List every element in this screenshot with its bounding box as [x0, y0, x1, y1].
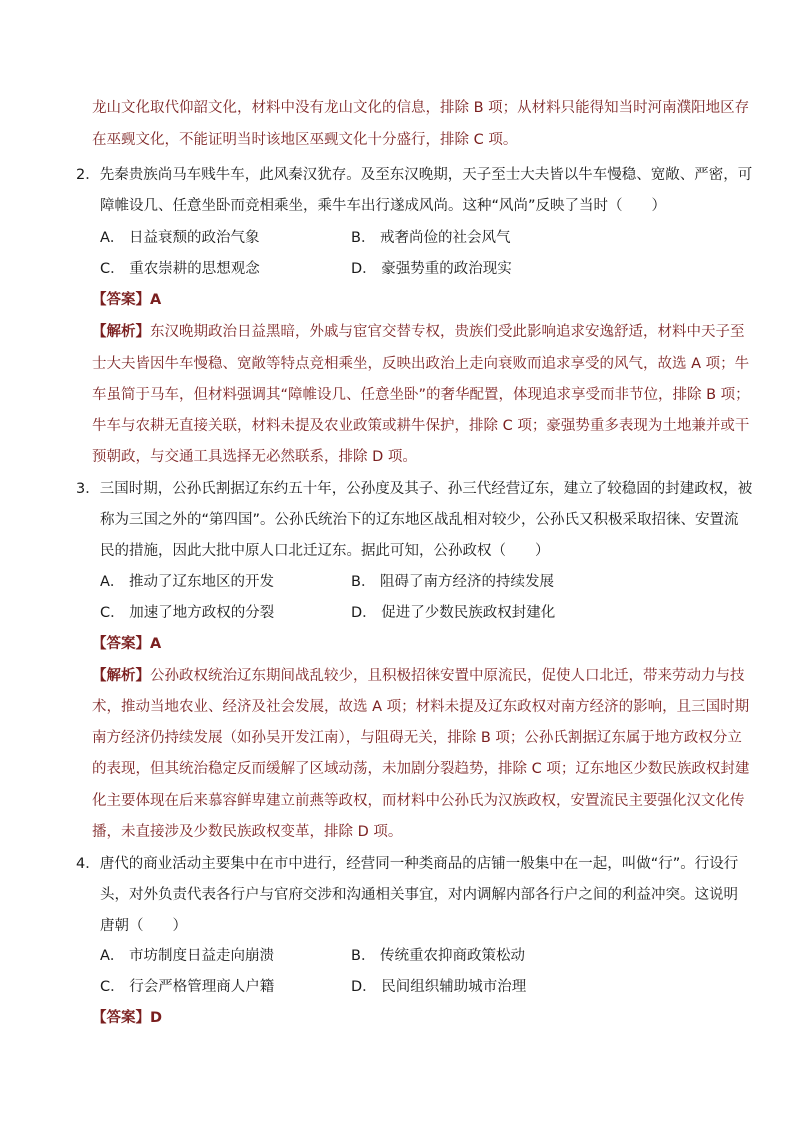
option-a: A． 日益衰颓的政治气象	[100, 230, 260, 246]
option-c: C． 加速了地方政权的分裂	[100, 605, 275, 621]
option-b: B． 阻碍了南方经济的持续发展	[351, 574, 555, 590]
question-3-stem-cont: 民的措施，因此大批中原人口北迁辽东。据此可知，公孙政权（ ）	[100, 543, 550, 559]
option-d: D． 促进了少数民族政权封建化	[351, 605, 556, 621]
explanation-line: 术，推动当地农业、经济及社会发展，故选 A 项；材料未提及辽东政权对南方经济的影响，且三国时期	[92, 699, 750, 715]
question-4-stem-cont: 头，对外负责代表各行户与官府交涉和沟通相关事宜，对内调解内部各行户之间的利益冲突。这说明	[100, 887, 738, 903]
explanation-line: 车虽简于马车，但材料强调其“障帷设几、任意坐卧”的奢华配置，体现追求享受而非节位，排除 B 项；	[92, 387, 750, 403]
explanation-line: 士大夫皆因牛车慢稳、宽敞等特点竞相乘坐，反映出政治上走向衰败而追求享受的风气，故选 A 项；牛	[92, 356, 750, 372]
explanation-line: 牛车与农耕无直接关联，材料未提及农业政策或耕牛保护，排除 C 项；豪强势重多表现为土地兼并或干	[92, 418, 750, 434]
option-c: C． 重农崇耕的思想观念	[100, 261, 260, 277]
option-a: A． 推动了辽东地区的开发	[100, 574, 275, 590]
intro-line: 龙山文化取代仰韶文化，材料中没有龙山文化的信息，排除 B 项；从材料只能得知当时河南濮阳地区存	[92, 100, 750, 116]
answer: 【答案】D	[92, 1010, 163, 1026]
answer: 【答案】A	[92, 292, 162, 308]
option-d: D． 豪强势重的政治现实	[351, 261, 512, 277]
question-number: 3．	[76, 481, 100, 497]
question-number: 2．	[76, 167, 100, 183]
option-a: A． 市坊制度日益走向崩溃	[100, 948, 275, 964]
explanation-line: 预朝政，与交通工具选择无必然联系，排除 D 项。	[92, 449, 417, 465]
question-2-stem-cont: 障帷设几、任意坐卧而竞相乘坐，乘牛车出行遂成风尚。这种“风尚”反映了当时（ ）	[100, 198, 667, 214]
option-d: D． 民间组织辅助城市治理	[351, 979, 527, 995]
explanation-line: 【解析】东汉晚期政治日益黑暗，外戚与宦官交替专权，贵族们受此影响追求安逸舒适，材料中天子至	[92, 324, 745, 340]
question-2-stem: 2．先秦贵族尚马车贱牛车，此风秦汉犹存。及至东汉晚期，天子至士大夫皆以牛车慢稳、宽敞、严密，可	[76, 167, 753, 183]
answer: 【答案】A	[92, 636, 162, 652]
explanation-line: 的表现，但其统治稳定反而缓解了区域动荡，未加剧分裂趋势，排除 C 项；辽东地区少数民族政权封建	[92, 761, 750, 777]
question-3-stem-cont: 称为三国之外的“第四国”。公孙氏统治下的辽东地区战乱相对较少，公孙氏又积极采取招徕、安置流	[100, 512, 739, 528]
question-number: 4．	[76, 856, 100, 872]
question-4-stem-cont: 唐朝（ ）	[100, 918, 187, 934]
explanation-line: 【解析】公孙政权统治辽东期间战乱较少，且积极招徕安置中原流民，促使人口北迁，带来劳动力与技	[92, 668, 745, 684]
question-3-stem: 3．三国时期，公孙氏割据辽东约五十年，公孙度及其子、孙三代经营辽东，建立了较稳固的封建政权，被	[76, 481, 753, 497]
explanation-line: 化主要体现在后来慕容鲜卑建立前燕等政权，而材料中公孙氏为汉族政权，安置流民主要强化汉文化传	[92, 793, 745, 809]
option-b: B． 戒奢尚俭的社会风气	[351, 230, 511, 246]
explanation-line: 南方经济仍持续发展（如孙吴开发江南），与阻碍无关，排除 B 项；公孙氏割据辽东属于地方政权分立	[92, 730, 742, 746]
option-c: C． 行会严格管理商人户籍	[100, 979, 275, 995]
option-b: B． 传统重农抑商政策松动	[351, 948, 526, 964]
explanation-line: 播，未直接涉及少数民族政权变革，排除 D 项。	[92, 824, 403, 840]
intro-line: 在巫觋文化，不能证明当时该地区巫觋文化十分盛行，排除 C 项。	[92, 132, 518, 148]
question-4-stem: 4．唐代的商业活动主要集中在市中进行，经营同一种类商品的店铺一般集中在一起，叫做“行”。行设行	[76, 856, 739, 872]
